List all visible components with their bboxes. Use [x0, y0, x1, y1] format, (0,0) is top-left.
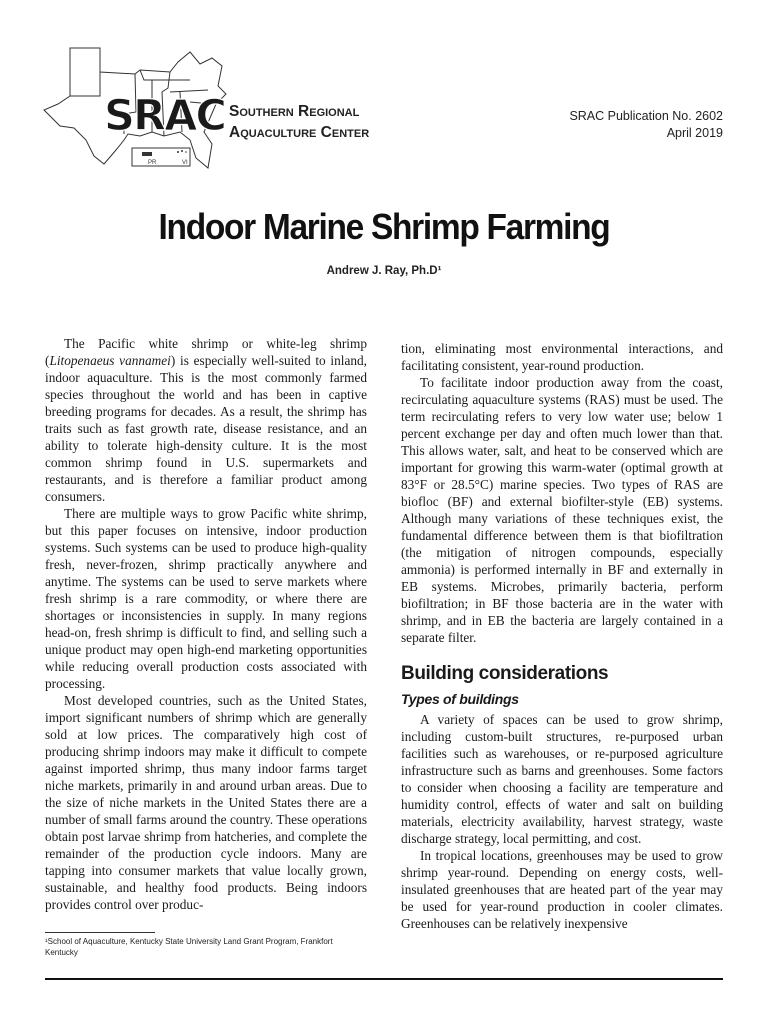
- paragraph: Most developed countries, such as the United States, import significant numbers of shrimp which are generally sold at low prices. The comparatively high cost of producing shrimp indoors may make it difficult to compete against imported shrimp, thus many indoor farms target niche markets, primarily in and around urban areas. Due to the size of niche markets in the United States there are a number of small farms around the country. These operations obtain post larvae shrimp from hatcheries, and complete the remainder of the production cycle indoors. Many are tapping into consumer markets that value locally grown, sustainable, and healthy food products. Being indoors provides control over produc-: [45, 693, 367, 912]
- paragraph: There are multiple ways to grow Pacific white shrimp, but this paper focuses on intensive, indoor production systems. Such systems can be used to produce high-quality fresh, never-frozen, shrimp practically anywhere and anytime. The systems can be used to serve markets where fresh shrimp is a rare commodity, or where there are shortages or inconsistencies in supply. In many regions head-on, fresh shrimp is difficult to find, and selling such a unique product may open high-end marketing opportunities while reducing overall production costs associated with processing.: [45, 506, 367, 691]
- section-heading: Building considerations: [401, 663, 609, 684]
- footnote: ¹School of Aquaculture, Kentucky State University Land Grant Program, Frankfort Kentucky: [45, 937, 333, 957]
- paragraph: tion, eliminating most environmental interactions, and facilitating consistent, year-round production.: [401, 341, 723, 373]
- publication-date: April 2019: [666, 126, 723, 140]
- species-name: Litopenaeus vannamei: [49, 353, 171, 368]
- srac-logo: [40, 40, 228, 175]
- organization-name: [229, 101, 369, 143]
- publication-number: SRAC Publication No. 2602: [569, 109, 723, 123]
- subsection-heading: Types of buildings: [401, 691, 519, 707]
- organization-name-line1: Southern Regional: [229, 103, 360, 120]
- right-column: [401, 340, 723, 932]
- srac-wordmark: SRAC: [104, 91, 225, 141]
- organization-name-line2: Aquaculture Center: [229, 124, 370, 141]
- intro-paragraph: The Pacific white shrimp or white-leg shrimp (Litopenaeus vannamei) is especially well-suited to inland, indoor aquaculture. This is the most commonly farmed species throughout the world and has been in captive breeding programs for decades. As a result, the shrimp has traits such as fast growth rate, disease resistance, and an ability to tolerate high-density culture. It is the most common shrimp found in U.S. supermarkets and restaurants, and is therefore a familiar product among consumers.: [45, 336, 367, 504]
- footnote-divider: [45, 932, 155, 933]
- page-bottom-rule: [45, 978, 723, 980]
- author-line: Andrew J. Ray, Ph.D¹: [326, 265, 442, 277]
- vi-label: VI: [182, 160, 188, 166]
- paragraph: To facilitate indoor production away from the coast, recirculating aquaculture systems (RAS) must be used. The term recirculating refers to very low water use; below 1 percent exchange per day and often much lower than that. This allows water, salt, and heat to be conserved which are important for growing this warm-water (optimal growth at 83°F or 28.5°C) marine species. Two types of RAS are biofloc (BF) and external biofilter-style (EB) systems. Although many variations of these techniques exist, the fundamental difference between them is that biofiltration (the mitigation of nitrogen compounds, especially ammonia) is performed internally in BF and externally in EB systems. Microbes, primarily bacteria, perform biofiltration; in BF those bacteria are in the water with shrimp, and in EB the bacteria are largely contained in a separate filter.: [401, 375, 723, 645]
- paragraph: A variety of spaces can be used to grow shrimp, including custom-built structures, re-purposed urban facilities such as warehouses, or re-purposed agriculture infrastructure such as barns and greenhouses. Some factors to consider when choosing a facility are temperature and humidity control, effects of water and salt on building materials, electricity availability, harvest strategy, waste discharge strategy, local permitting, and cost.: [401, 712, 723, 846]
- pr-label: PR: [148, 160, 157, 166]
- publication-info: [569, 108, 723, 142]
- puerto-rico-shape: [142, 152, 152, 156]
- left-column: [45, 335, 367, 913]
- document-title: Indoor Marine Shrimp Farming: [158, 206, 610, 247]
- paragraph: In tropical locations, greenhouses may be used to grow shrimp year-round. Depending on energy costs, well-insulated greenhouses that are heated part of the year may be used for year-round production in cooler climates. Greenhouses can be relatively inexpensive: [401, 848, 723, 931]
